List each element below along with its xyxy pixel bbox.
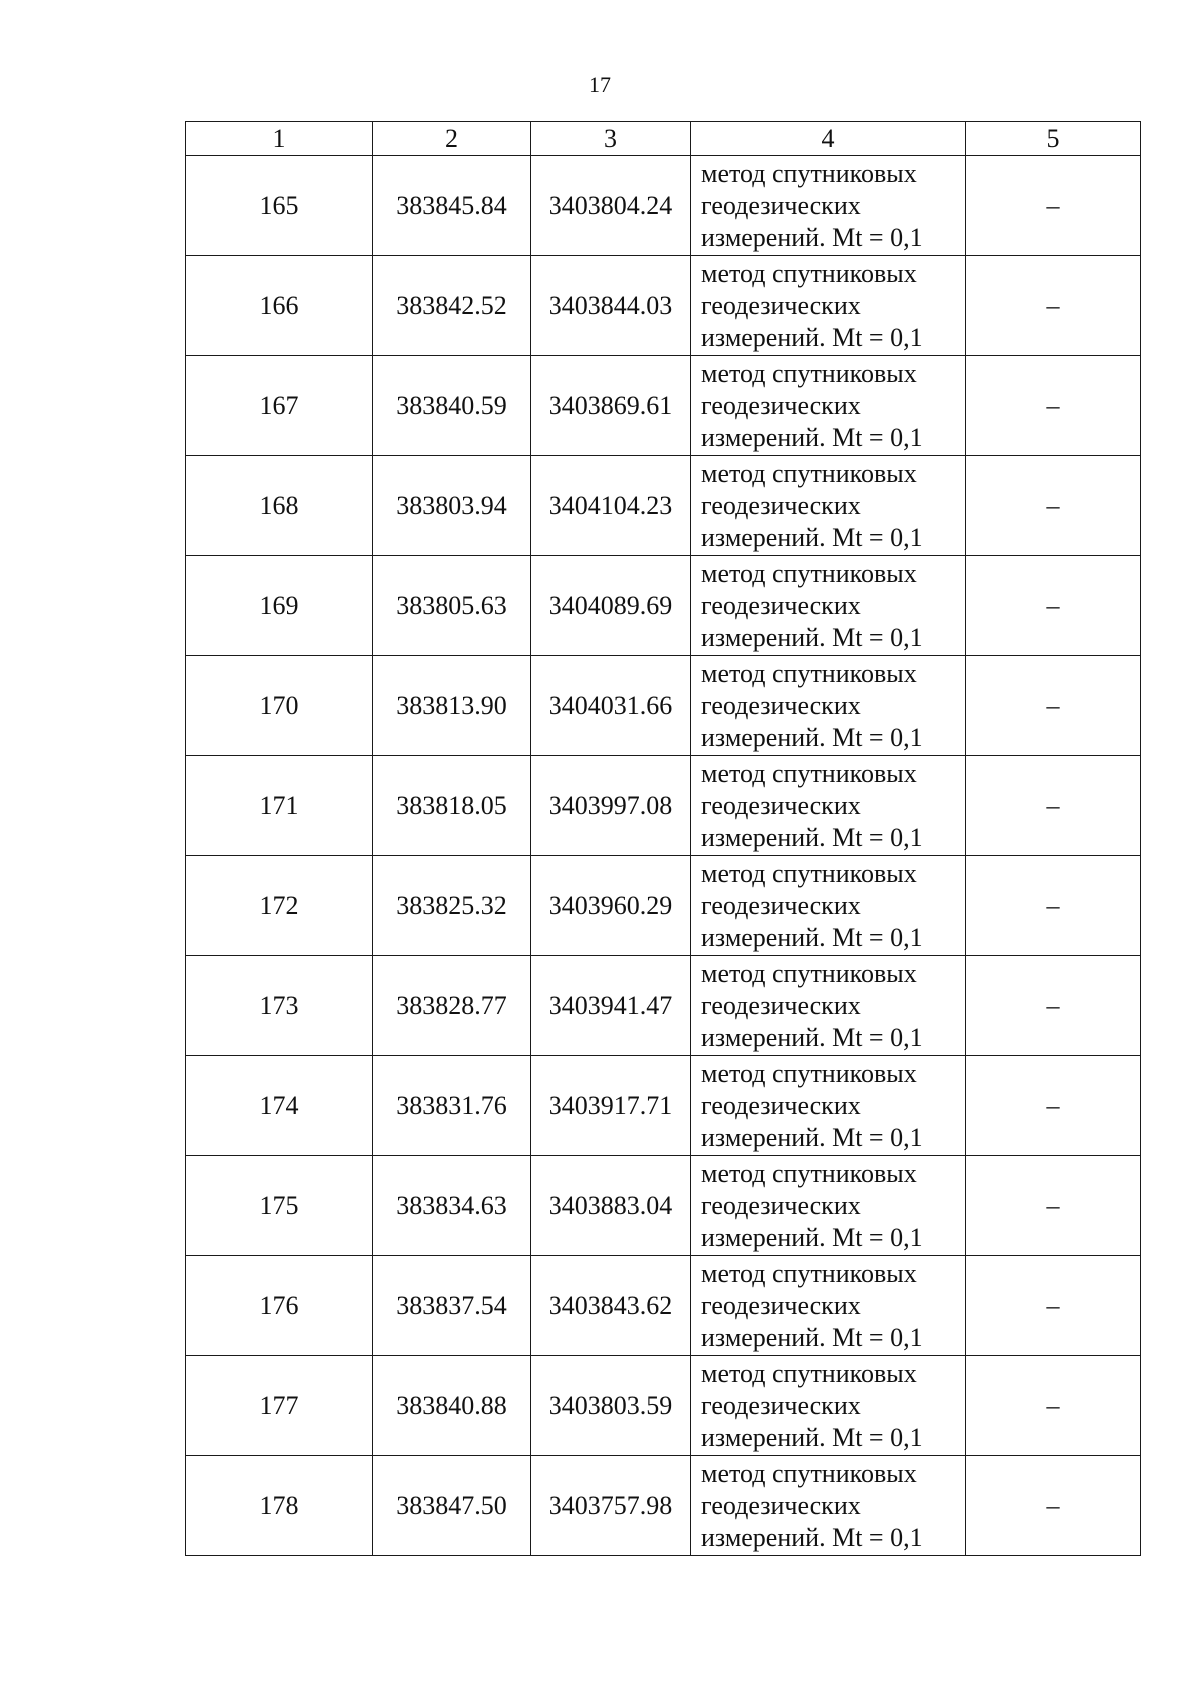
note-cell: – (966, 856, 1141, 956)
method-cell (691, 1056, 966, 1156)
method-text-line: измерений. Mt = 0,1 (701, 222, 923, 252)
point-number-cell: 177 (186, 1356, 373, 1456)
y-coordinate-cell: 3403960.29 (531, 856, 691, 956)
note-cell: – (966, 1256, 1141, 1356)
method-cell (691, 356, 966, 456)
y-coordinate-cell: 3403757.98 (531, 1456, 691, 1556)
x-coordinate-cell: 383847.50 (373, 1456, 531, 1556)
x-coordinate-cell: 383831.76 (373, 1056, 531, 1156)
method-text-line: геодезических (701, 890, 861, 920)
table-row (186, 956, 1141, 1056)
method-text-line: метод спутниковых (701, 558, 917, 588)
table-row (186, 1356, 1141, 1456)
table-row (186, 1156, 1141, 1256)
method-text-line: геодезических (701, 590, 861, 620)
method-text-line: измерений. Mt = 0,1 (701, 1322, 923, 1352)
table-body (186, 156, 1141, 1556)
y-coordinate-cell: 3403843.62 (531, 1256, 691, 1356)
x-coordinate-cell: 383818.05 (373, 756, 531, 856)
point-number-cell: 165 (186, 156, 373, 256)
method-text-line: метод спутниковых (701, 358, 917, 388)
point-number-cell: 169 (186, 556, 373, 656)
method-text-line: геодезических (701, 1290, 861, 1320)
column-header-2: 2 (373, 122, 531, 156)
x-coordinate-cell: 383840.88 (373, 1356, 531, 1456)
point-number-cell: 174 (186, 1056, 373, 1156)
point-number-cell: 175 (186, 1156, 373, 1256)
table-row (186, 156, 1141, 256)
table-row (186, 356, 1141, 456)
note-cell: – (966, 356, 1141, 456)
method-text-line: метод спутниковых (701, 158, 917, 188)
table-row (186, 1456, 1141, 1556)
table-row (186, 756, 1141, 856)
method-cell (691, 1256, 966, 1356)
method-text-line: измерений. Mt = 0,1 (701, 322, 923, 352)
method-cell (691, 1156, 966, 1256)
x-coordinate-cell: 383834.63 (373, 1156, 531, 1256)
table-header-row (186, 122, 1141, 156)
method-text-line: геодезических (701, 190, 861, 220)
method-text-line: геодезических (701, 1490, 861, 1520)
method-text-line: геодезических (701, 790, 861, 820)
point-number-cell: 172 (186, 856, 373, 956)
table-row (186, 856, 1141, 956)
x-coordinate-cell: 383805.63 (373, 556, 531, 656)
method-text-line: метод спутниковых (701, 1058, 917, 1088)
point-number-cell: 170 (186, 656, 373, 756)
method-text-line: измерений. Mt = 0,1 (701, 722, 923, 752)
method-cell (691, 856, 966, 956)
method-text-line: метод спутниковых (701, 1458, 917, 1488)
method-text-line: геодезических (701, 390, 861, 420)
method-text-line: геодезических (701, 1390, 861, 1420)
column-header-4: 4 (691, 122, 966, 156)
method-text-line: измерений. Mt = 0,1 (701, 922, 923, 952)
note-cell: – (966, 1356, 1141, 1456)
note-cell: – (966, 256, 1141, 356)
method-text-line: метод спутниковых (701, 258, 917, 288)
note-cell: – (966, 556, 1141, 656)
method-text-line: измерений. Mt = 0,1 (701, 422, 923, 452)
point-number-cell: 176 (186, 1256, 373, 1356)
note-cell: – (966, 156, 1141, 256)
method-text-line: метод спутниковых (701, 758, 917, 788)
method-text-line: измерений. Mt = 0,1 (701, 1422, 923, 1452)
x-coordinate-cell: 383842.52 (373, 256, 531, 356)
method-text-line: метод спутниковых (701, 1358, 917, 1388)
column-header-3: 3 (531, 122, 691, 156)
table-row (186, 1056, 1141, 1156)
method-text-line: геодезических (701, 690, 861, 720)
y-coordinate-cell: 3403869.61 (531, 356, 691, 456)
method-text-line: метод спутниковых (701, 658, 917, 688)
y-coordinate-cell: 3403844.03 (531, 256, 691, 356)
method-text-line: измерений. Mt = 0,1 (701, 1122, 923, 1152)
point-number-cell: 178 (186, 1456, 373, 1556)
table-row (186, 656, 1141, 756)
method-text-line: измерений. Mt = 0,1 (701, 1022, 923, 1052)
x-coordinate-cell: 383828.77 (373, 956, 531, 1056)
y-coordinate-cell: 3403803.59 (531, 1356, 691, 1456)
note-cell: – (966, 456, 1141, 556)
point-number-cell: 173 (186, 956, 373, 1056)
y-coordinate-cell: 3403804.24 (531, 156, 691, 256)
table-row (186, 1256, 1141, 1356)
point-number-cell: 168 (186, 456, 373, 556)
method-text-line: геодезических (701, 1090, 861, 1120)
note-cell: – (966, 1156, 1141, 1256)
method-text-line: измерений. Mt = 0,1 (701, 522, 923, 552)
y-coordinate-cell: 3403883.04 (531, 1156, 691, 1256)
column-header-1: 1 (186, 122, 373, 156)
method-text-line: геодезических (701, 490, 861, 520)
x-coordinate-cell: 383840.59 (373, 356, 531, 456)
x-coordinate-cell: 383803.94 (373, 456, 531, 556)
column-header-5: 5 (966, 122, 1141, 156)
table-row (186, 556, 1141, 656)
point-number-cell: 167 (186, 356, 373, 456)
note-cell: – (966, 1456, 1141, 1556)
y-coordinate-cell: 3403997.08 (531, 756, 691, 856)
point-number-cell: 171 (186, 756, 373, 856)
method-text-line: измерений. Mt = 0,1 (701, 822, 923, 852)
method-text-line: метод спутниковых (701, 858, 917, 888)
method-text-line: метод спутниковых (701, 458, 917, 488)
method-cell (691, 1356, 966, 1456)
method-cell (691, 156, 966, 256)
x-coordinate-cell: 383845.84 (373, 156, 531, 256)
method-cell (691, 556, 966, 656)
method-cell (691, 456, 966, 556)
method-text-line: геодезических (701, 290, 861, 320)
method-text-line: измерений. Mt = 0,1 (701, 1522, 923, 1552)
page-number: 17 (589, 72, 611, 97)
method-cell (691, 256, 966, 356)
y-coordinate-cell: 3403917.71 (531, 1056, 691, 1156)
method-text-line: геодезических (701, 1190, 861, 1220)
y-coordinate-cell: 3403941.47 (531, 956, 691, 1056)
note-cell: – (966, 1056, 1141, 1156)
method-cell (691, 956, 966, 1056)
method-cell (691, 656, 966, 756)
x-coordinate-cell: 383813.90 (373, 656, 531, 756)
method-text-line: метод спутниковых (701, 1258, 917, 1288)
method-text-line: метод спутниковых (701, 1158, 917, 1188)
y-coordinate-cell: 3404089.69 (531, 556, 691, 656)
note-cell: – (966, 656, 1141, 756)
method-text-line: измерений. Mt = 0,1 (701, 1222, 923, 1252)
point-number-cell: 166 (186, 256, 373, 356)
note-cell: – (966, 956, 1141, 1056)
method-cell (691, 1456, 966, 1556)
table-row (186, 256, 1141, 356)
method-cell (691, 756, 966, 856)
coordinates-table (185, 121, 1141, 1556)
x-coordinate-cell: 383825.32 (373, 856, 531, 956)
y-coordinate-cell: 3404104.23 (531, 456, 691, 556)
table-row (186, 456, 1141, 556)
method-text-line: геодезических (701, 990, 861, 1020)
method-text-line: метод спутниковых (701, 958, 917, 988)
method-text-line: измерений. Mt = 0,1 (701, 622, 923, 652)
note-cell: – (966, 756, 1141, 856)
x-coordinate-cell: 383837.54 (373, 1256, 531, 1356)
y-coordinate-cell: 3404031.66 (531, 656, 691, 756)
